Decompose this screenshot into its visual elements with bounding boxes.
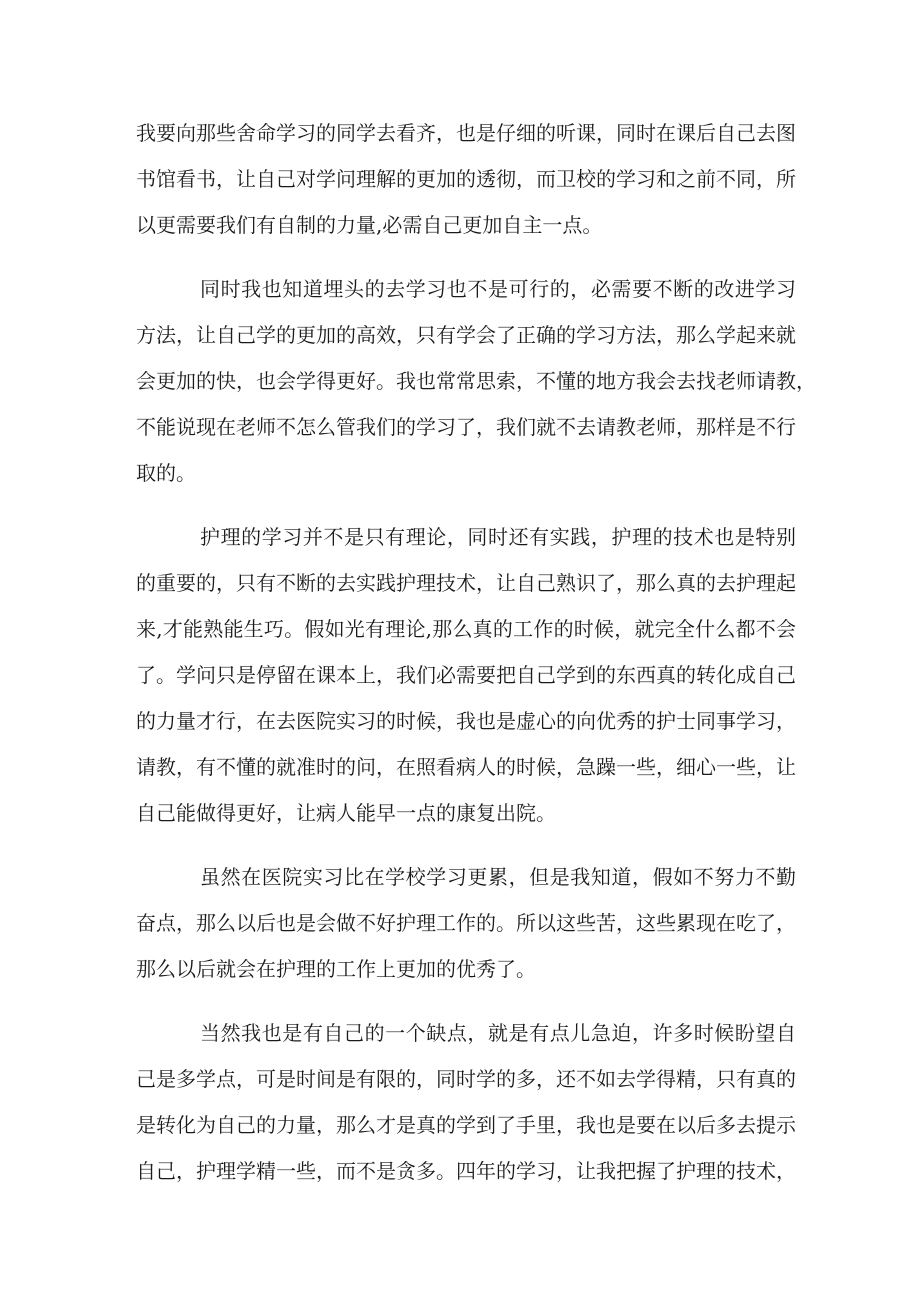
text-line: 自己能做得更好，让病人能早一点的康复出院。 [136, 801, 556, 825]
paragraph-gap [136, 992, 796, 1010]
text-line: 以更需要我们有自制的力量,必需自己更加自主一点。 [136, 213, 603, 237]
text-line: 虽然在医院实习比在学校学习更累，但是我知道，假如不努力不勤 [200, 865, 796, 889]
paragraph [136, 266, 816, 496]
text-line: 那么以后就会在护理的工作上更加的优秀了。 [136, 957, 536, 981]
text-line: 当然我也是有自己的一个缺点，就是有点儿急迫，许多时候盼望自 [200, 1021, 796, 1045]
text-line: 护理的学习并不是只有理论，同时还有实践，护理的技术也是特别 [200, 525, 796, 549]
paragraph [136, 110, 796, 248]
text-line: 方法，让自己学的更加的高效，只有学会了正确的学习方法，那么学起来就 [136, 323, 796, 347]
text-line: 我要向那些舍命学习的同学去看齐，也是仔细的听课，同时在课后自己去图 [136, 121, 796, 145]
text-line: 己是多学点，可是时间是有限的，同时学的多，还不如去学得精，只有真的 [136, 1067, 796, 1091]
paragraph [136, 1010, 796, 1194]
text-line: 请教，有不懂的就准时的问，在照看病人的时候，急躁一些，细心一些，让 [136, 755, 796, 779]
paragraph-gap [136, 836, 796, 854]
text-line: 会更加的快，也会学得更好。我也常常思索，不懂的地方我会去找老师请教， [136, 369, 816, 393]
paragraph [136, 854, 796, 992]
paragraph [136, 514, 796, 836]
text-line: 同时我也知道埋头的去学习也不是可行的，必需要不断的改进学习 [200, 277, 796, 301]
text-line: 的重要的，只有不断的去实践护理技术，让自己熟识了，那么真的去护理起 [136, 571, 796, 595]
text-line: 自己，护理学精一些，而不是贪多。四年的学习，让我把握了护理的技术， [136, 1159, 796, 1183]
paragraph-gap [136, 496, 796, 514]
text-line: 书馆看书，让自己对学问理解的更加的透彻，而卫校的学习和之前不同，所 [136, 167, 796, 191]
text-line: 的力量才行，在去医院实习的时候，我也是虚心的向优秀的护士同事学习， [136, 709, 796, 733]
document-body [136, 110, 816, 1194]
text-line: 不能说现在老师不怎么管我们的学习了，我们就不去请教老师，那样是不行 [136, 415, 796, 439]
text-line: 了。学问只是停留在课本上，我们必需要把自己学到的东西真的转化成自己 [136, 663, 796, 687]
text-line: 取的。 [136, 461, 196, 485]
text-line: 来,才能熟能生巧。假如光有理论,那么真的工作的时候，就完全什么都不会 [136, 617, 796, 641]
text-line: 是转化为自己的力量，那么才是真的学到了手里，我也是要在以后多去提示 [136, 1113, 796, 1137]
paragraph-gap [136, 248, 796, 266]
text-line: 奋点，那么以后也是会做不好护理工作的。所以这些苦，这些累现在吃了， [136, 911, 796, 935]
